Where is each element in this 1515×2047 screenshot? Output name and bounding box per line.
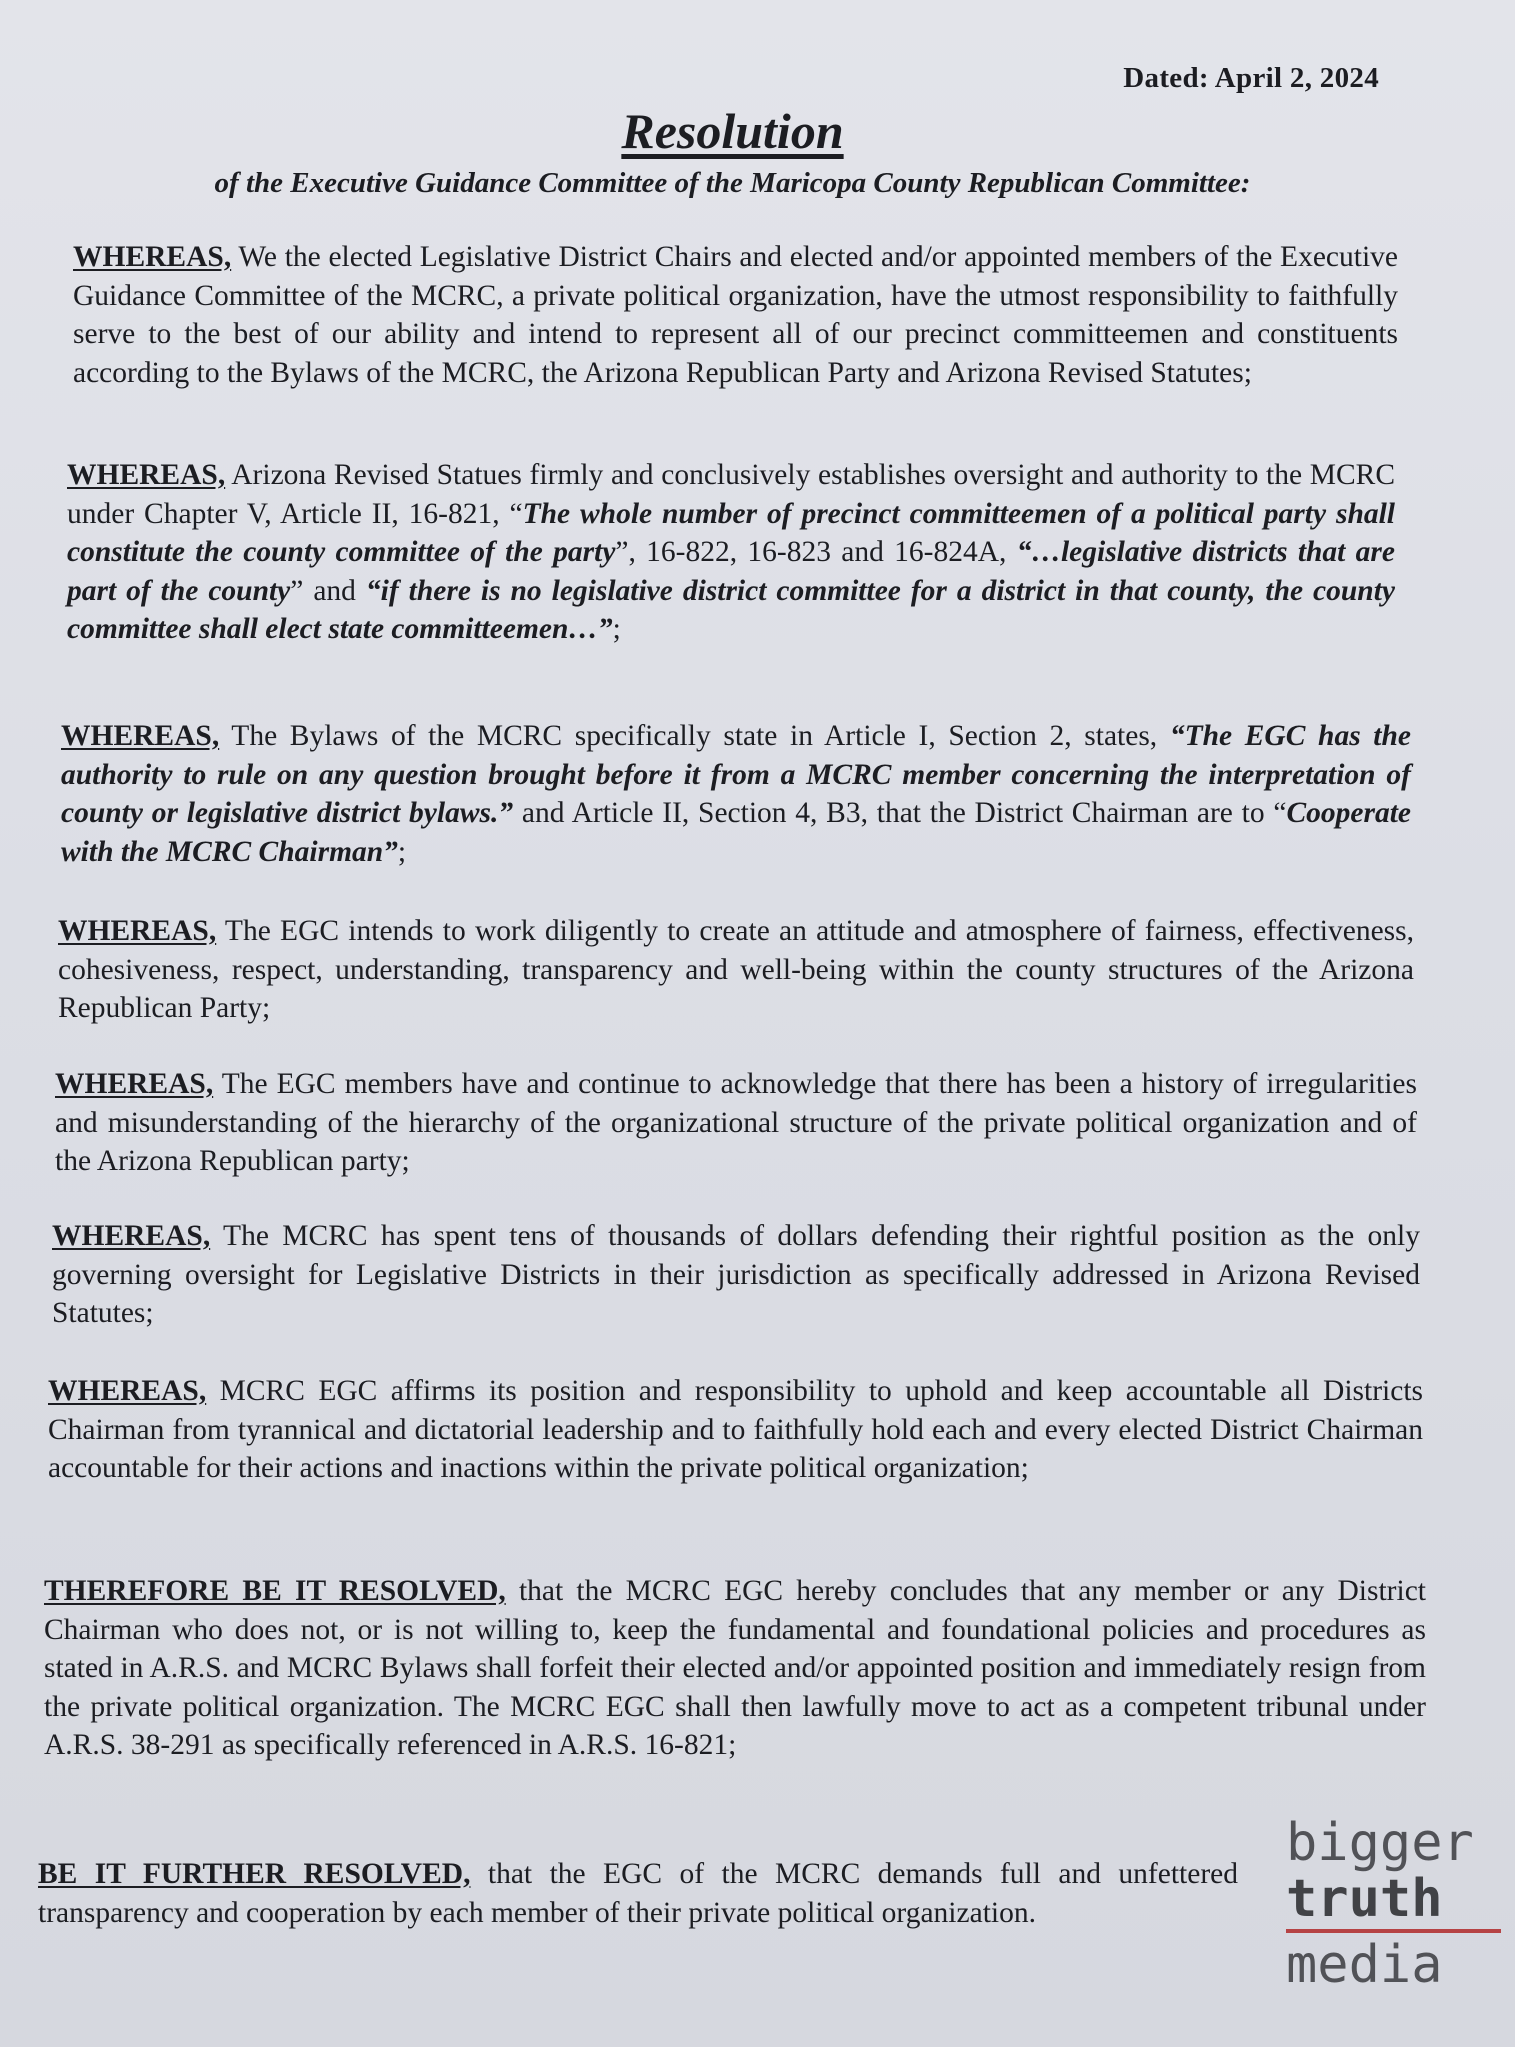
paragraph-text: The EGC members have and continue to acknowledge that there has been a history of irregularities and misunderstanding of the hierarchy of the organizational structure of the private political organization and of the Arizona Republican party; [55, 1068, 1417, 1177]
paragraph-whereas-7 [48, 1372, 1423, 1488]
document-date: Dated: April 2, 2024 [1123, 62, 1379, 94]
paragraph-text: that the MCRC EGC hereby concludes that any member or any District Chairman who does not, or is not willing to, keep the fundamental and foundational policies and procedures as stated in A.R.S. and MCRC Bylaws shall forfeit their elected and/or appointed position and immediately resign from the private political organization. The MCRC EGC shall then lawfully move to act as a competent tribunal under A.R.S. 38-291 as specifically referenced in A.R.S. 16-821; [44, 1575, 1426, 1761]
paragraph-keyword: WHEREAS, [52, 1220, 211, 1252]
paragraph-text: that the EGC of the MCRC demands full and unfettered transparency and cooperation by each member of their private political organization. [38, 1858, 1238, 1929]
paragraph-whereas-5 [55, 1065, 1417, 1181]
paragraph-keyword: WHEREAS, [67, 459, 226, 491]
document-title: Resolution [621, 103, 844, 159]
paragraph-text: ” and [290, 574, 366, 607]
paragraph-text: The MCRC has spent tens of thousands of dollars defending their rightful position as the only governing oversight for Legislative Districts in their jurisdiction as specifically addressed in Arizona Revised Statutes; [52, 1220, 1420, 1329]
paragraph-further-resolved [38, 1855, 1238, 1932]
document-subtitle: of the Executive Guidance Committee of the Maricopa County Republican Committee: [214, 167, 1251, 199]
paragraph-therefore-resolved [44, 1572, 1426, 1765]
bigger-truth-media-logo [1286, 1815, 1501, 1993]
paragraph-text: MCRC EGC affirms its position and responsibility to uphold and keep accountable all Districts Chairman from tyrannical and dictatorial leadership and to faithfully hold each and every elected District Chairman accountable for their actions and inactions within the private political organization; [48, 1375, 1423, 1484]
paragraph-keyword: WHEREAS, [55, 1068, 214, 1100]
paragraph-whereas-4 [58, 912, 1414, 1028]
paragraph-keyword: WHEREAS, [48, 1375, 207, 1407]
paragraph-text: The Bylaws of the MCRC specifically state in Article I, Section 2, states, [219, 720, 1170, 752]
paragraph-text: ; [397, 835, 407, 868]
paragraph-keyword: THEREFORE BE IT RESOLVED, [44, 1575, 506, 1607]
quoted-text: The whole number of precinct committeemen of a political party shall constitute the county committee of the party [67, 497, 1395, 568]
quoted-text: “The EGC has the authority to rule on any question brought before it from a MCRC member concerning the interpretation of county or legislative district bylaws.” [61, 720, 1412, 829]
logo-word-bigger: bigger [1286, 1813, 1474, 1873]
quoted-text: Cooperate with the MCRC Chairman” [61, 797, 1411, 868]
paragraph-text: The EGC intends to work diligently to create an attitude and atmosphere of fairness, effectiveness, cohesiveness, respect, understanding, transparency and well-being within the county structures of the Arizona Republican Party; [58, 915, 1414, 1024]
logo-word-media: media [1286, 1935, 1443, 1995]
paragraph-whereas-3 [61, 717, 1411, 871]
paragraph-whereas-1 [73, 238, 1398, 392]
paragraph-text: Arizona Revised Statues firmly and conclusively establishes oversight and authority to the MCRC under Chapter V, Article II, 16-821, “ [67, 459, 1395, 530]
paragraph-keyword: BE IT FURTHER RESOLVED, [38, 1858, 471, 1890]
paragraph-text: ”, 16-822, 16-823 and 16-824A, [615, 536, 1017, 568]
quoted-text: “…legislative districts that are part of the county [67, 536, 1395, 607]
paragraph-whereas-6 [52, 1217, 1420, 1333]
logo-word-truth: truth [1286, 1871, 1501, 1933]
paragraph-text: ; [612, 613, 621, 645]
quoted-text: “if there is no legislative district committee for a district in that county, the county committee shall elect state committeemen…” [67, 574, 1396, 645]
paragraph-keyword: WHEREAS, [58, 915, 217, 947]
paragraph-whereas-2 [67, 456, 1395, 649]
paragraph-keyword: WHEREAS, [61, 720, 220, 752]
paragraph-text: We the elected Legislative District Chairs and elected and/or appointed members of the Executive Guidance Committee of the MCRC, a private political organization, have the utmost responsibility to faithfully serve to the best of our ability and intend to represent all of our precinct committeemen and constituents according to the Bylaws of the MCRC, the Arizona Republican Party and Arizona Revised Statutes; [73, 241, 1398, 389]
paragraph-keyword: WHEREAS, [73, 241, 232, 273]
paragraph-text: and Article II, Section 4, B3, that the District Chairman are to “ [513, 797, 1287, 829]
